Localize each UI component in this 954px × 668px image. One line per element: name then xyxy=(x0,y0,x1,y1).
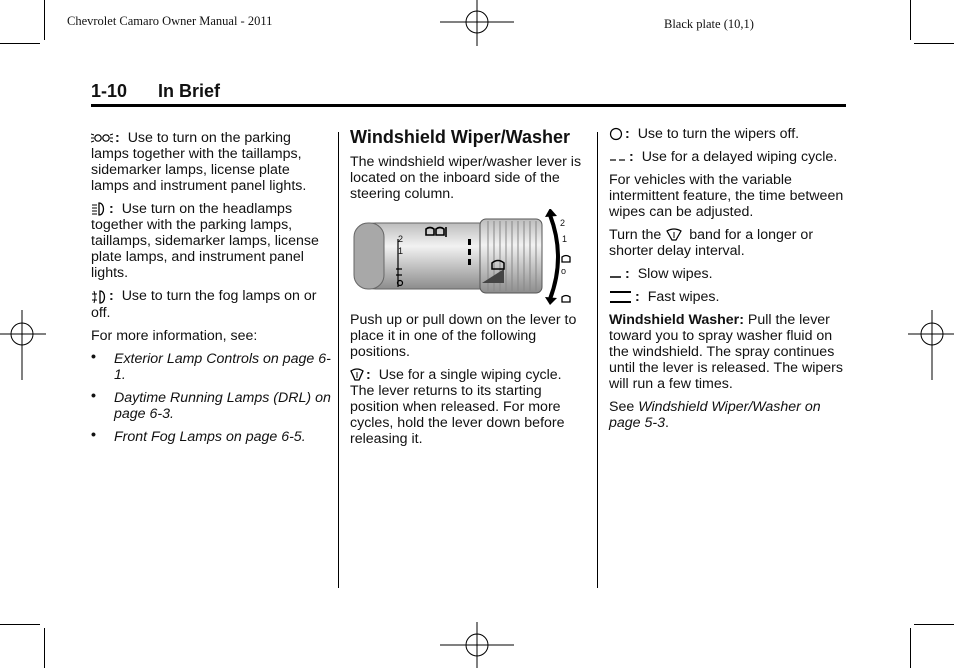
section-title: In Brief xyxy=(158,81,221,101)
page-number: 1-10 xyxy=(91,81,128,101)
see-reference-link[interactable]: Windshield Wiper/Washer on page 5-3 xyxy=(609,399,821,431)
colon: : xyxy=(115,130,120,146)
fog-lamps-text: Use to turn the fog lamps on or off. xyxy=(91,288,317,321)
off-icon xyxy=(609,127,623,141)
fog-lamps-paragraph xyxy=(91,288,331,320)
colon: : xyxy=(109,288,114,305)
band-paragraph xyxy=(609,227,845,259)
band-text-after: band for a longer or shorter delay interval. xyxy=(609,227,814,259)
slow-paragraph xyxy=(609,266,845,282)
colon: : xyxy=(629,149,634,165)
reference-link[interactable]: Front Fog Lamps on page 6-5. xyxy=(114,428,306,445)
crop-mark xyxy=(914,43,954,44)
reference-list xyxy=(91,348,331,445)
headlamps-text: Use turn on the headlamps together with the parking lamps, taillamps, sidemarker lamps, license plate lamps, and instrument panel lights. xyxy=(91,201,319,282)
bullet: • xyxy=(91,387,96,404)
lever-position-1: 1 xyxy=(562,234,568,244)
fast-paragraph xyxy=(609,289,845,305)
lever-shaft-label-2: 2 xyxy=(398,234,404,244)
lever-shaft-label-1: 1 xyxy=(398,246,404,256)
crop-mark xyxy=(0,43,40,44)
mist-text: Use for a single wiping cycle. The lever returns to its starting position when released. For more cycles, hold the lever down before releasing it. xyxy=(350,367,565,447)
colon: : xyxy=(109,201,114,217)
colon: : xyxy=(635,289,640,305)
wiper-heading: Windshield Wiper/Washer xyxy=(350,127,571,147)
off-text: Use to turn the wipers off. xyxy=(637,126,800,142)
push-pull-text: Push up or pull down on the lever to place it in one of the following positions. xyxy=(350,312,577,360)
reference-link[interactable]: Exterior Lamp Controls on page 6-1. xyxy=(114,350,331,383)
list-item[interactable] xyxy=(91,348,331,383)
list-item[interactable] xyxy=(91,387,331,422)
wiper-intro: The windshield wiper/washer lever is located on the inboard side of the steering column. xyxy=(350,154,582,202)
registration-mark-bottom xyxy=(440,622,514,668)
parking-lamps-icon xyxy=(91,131,113,145)
fast-wipe-icon xyxy=(609,290,633,304)
crop-mark xyxy=(44,628,45,668)
slow-wipe-icon xyxy=(609,269,623,279)
crop-mark xyxy=(0,624,40,625)
registration-mark-left xyxy=(0,310,46,380)
parking-lamps-text: Use to turn on the parking lamps together with the taillamps, sidemarker lamps, license plate lamps and instrument panel lights. xyxy=(91,130,307,194)
delay-band-icon xyxy=(665,228,683,242)
registration-mark-right xyxy=(908,310,954,380)
see-paragraph xyxy=(609,399,845,431)
left-column xyxy=(91,130,331,452)
right-column xyxy=(609,126,845,438)
bullet: • xyxy=(91,348,96,365)
see-suffix: . xyxy=(665,415,669,431)
column-divider xyxy=(597,132,598,588)
crop-mark xyxy=(910,0,911,40)
delay-text: Use for a delayed wiping cycle. xyxy=(641,149,838,165)
parking-lamps-paragraph xyxy=(91,130,331,194)
reference-link[interactable]: Daytime Running Lamps (DRL) on page 6-3. xyxy=(114,389,331,422)
middle-column xyxy=(350,126,588,454)
crop-mark xyxy=(910,628,911,668)
more-info-text: For more information, see: xyxy=(91,327,258,344)
wiper-lever-illustration xyxy=(352,209,580,305)
fast-text: Fast wipes. xyxy=(647,289,720,305)
crop-mark xyxy=(914,624,954,625)
lever-position-2: 2 xyxy=(560,218,566,228)
section-header xyxy=(91,80,846,107)
see-prefix: See xyxy=(609,399,635,415)
off-paragraph xyxy=(609,126,845,142)
bullet: • xyxy=(91,426,96,443)
washer-paragraph xyxy=(609,312,845,392)
headlamps-paragraph xyxy=(91,201,331,281)
headlamp-icon xyxy=(91,201,107,217)
crop-mark xyxy=(44,0,45,40)
manual-title: Chevrolet Camaro Owner Manual - 2011 xyxy=(67,14,273,28)
mist-wipe-icon xyxy=(350,368,364,382)
slow-text: Slow wipes. xyxy=(637,266,713,282)
registration-mark-top xyxy=(440,0,514,46)
delay-paragraph xyxy=(609,149,845,165)
band-text-before: Turn the xyxy=(609,227,662,243)
plate-label: Black plate (10,1) xyxy=(664,17,754,31)
delay-wipe-icon xyxy=(609,152,627,162)
variable-delay-text: For vehicles with the variable intermittent feature, the time between wipes can be adjusted. xyxy=(609,172,844,220)
lever-position-off: o xyxy=(561,266,567,276)
column-divider xyxy=(338,132,339,588)
list-item[interactable] xyxy=(91,426,331,445)
colon: : xyxy=(625,266,630,282)
washer-text: Pull the lever toward you to spray washer fluid on the windshield. The spray continues until the lever is released. The wipers will run a few times. xyxy=(609,312,843,392)
mist-paragraph xyxy=(350,367,588,447)
fog-lamp-icon xyxy=(91,289,107,305)
colon: : xyxy=(366,367,371,383)
wiper-lever-drawing xyxy=(352,209,580,305)
washer-label: Windshield Washer: xyxy=(609,312,744,328)
colon: : xyxy=(625,126,630,142)
